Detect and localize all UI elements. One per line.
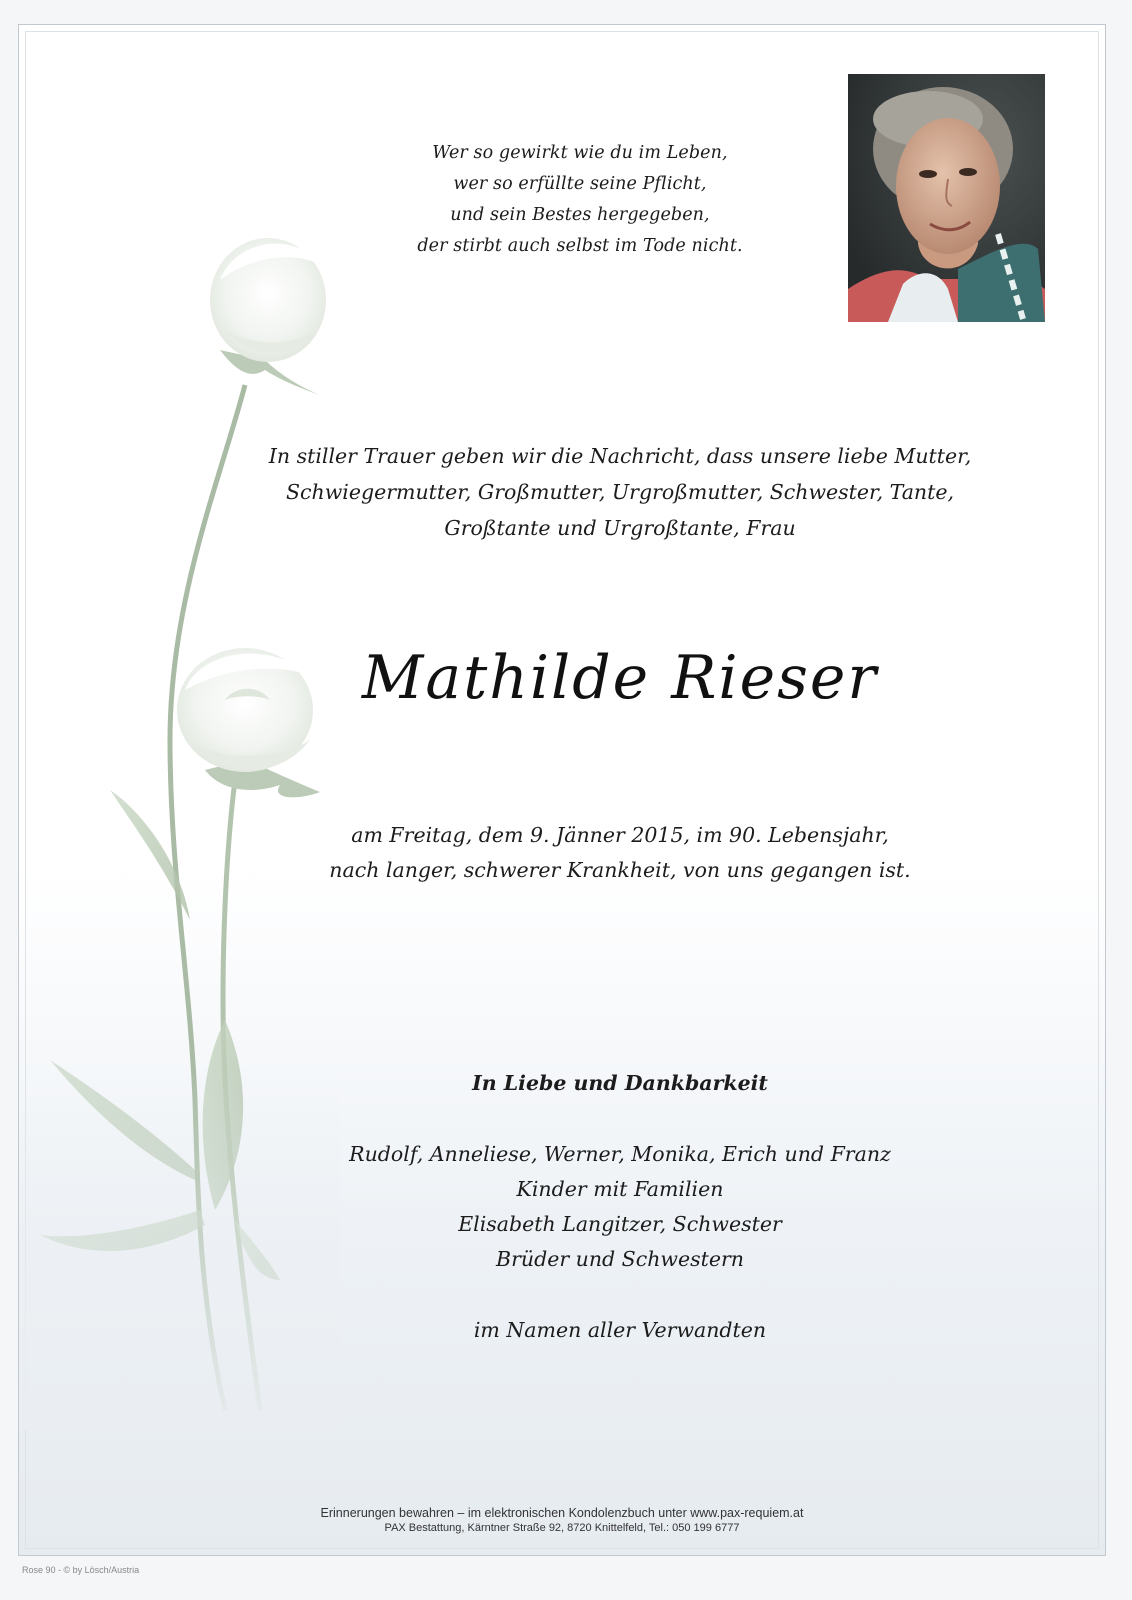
death-notice-line: nach langer, schwerer Krankheit, von uns gegangen ist. xyxy=(329,858,911,882)
portrait-image xyxy=(848,74,1045,322)
closing-heading: In Liebe und Dankbarkeit xyxy=(472,1071,768,1095)
footer xyxy=(18,1505,1106,1536)
announcement-line: Großtante und Urgroßtante, Frau xyxy=(444,516,796,540)
image-credit: Rose 90 - © by Lösch/Austria xyxy=(22,1565,140,1575)
verse-line: und sein Bestes hergegeben, xyxy=(450,205,710,225)
deceased-name: Mathilde Rieser xyxy=(361,643,879,713)
footer-condolence-line: Erinnerungen bewahren – im elektronischen Kondolenzbuch unter www.pax-requiem.at xyxy=(320,1506,804,1520)
verse-line: der stirbt auch selbst im Tode nicht. xyxy=(417,236,743,256)
verse-line: Wer so gewirkt wie du im Leben, xyxy=(432,143,728,163)
death-notice xyxy=(270,818,970,888)
mourner-line: Brüder und Schwestern xyxy=(496,1247,744,1271)
closing-section xyxy=(300,1066,940,1348)
death-notice-line: am Freitag, dem 9. Jänner 2015, im 90. Lebensjahr, xyxy=(351,823,889,847)
verse-line: wer so erfüllte seine Pflicht, xyxy=(453,174,707,194)
announcement-line: Schwiegermutter, Großmutter, Urgroßmutter, Schwester, Tante, xyxy=(285,480,955,504)
footer-address-line: PAX Bestattung, Kärntner Straße 92, 8720 Knittelfeld, Tel.: 050 199 6777 xyxy=(384,1522,740,1534)
announcement-line: In stiller Trauer geben wir die Nachricht, dass unsere liebe Mutter, xyxy=(268,444,972,468)
mourner-line: Rudolf, Anneliese, Werner, Monika, Erich und Franz xyxy=(349,1142,891,1166)
mourner-line: Elisabeth Langitzer, Schwester xyxy=(458,1212,782,1236)
closing-signoff: im Namen aller Verwandten xyxy=(473,1318,767,1342)
mourner-line: Kinder mit Familien xyxy=(516,1177,724,1201)
portrait-photo xyxy=(848,74,1045,322)
memorial-verse xyxy=(380,138,780,262)
announcement-text xyxy=(230,438,1010,546)
